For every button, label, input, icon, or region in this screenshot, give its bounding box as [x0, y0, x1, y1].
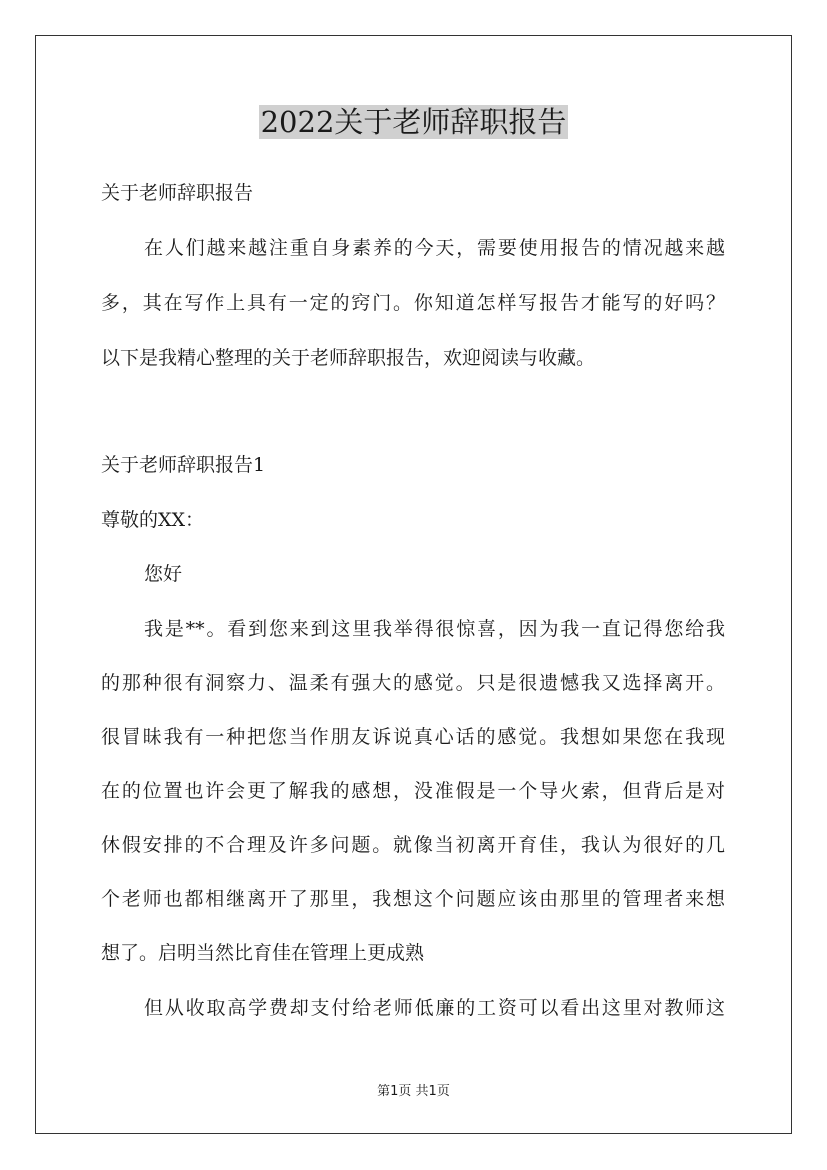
intro-line-1: 在人们越来越注重自身素养的今天，需要使用报告的情况越来越	[144, 237, 725, 259]
body-line-1: 我是**。看到您来到这里我举得很惊喜，因为我一直记得您给我	[144, 618, 725, 640]
body-line-3: 很冒昧我有一种把您当作朋友诉说真心话的感觉。我想如果您在我现	[101, 726, 725, 748]
body-line-5: 休假安排的不合理及许多问题。就像当初离开育佳，我认为很好的几	[101, 834, 725, 856]
body-line-4: 在的位置也许会更了解我的感想，没准假是一个导火索，但背后是对	[101, 780, 725, 802]
subtitle-line: 关于老师辞职报告	[101, 182, 254, 204]
greeting: 您好	[144, 563, 183, 585]
document-title	[0, 102, 827, 142]
intro-line-3: 以下是我精心整理的关于老师辞职报告，欢迎阅读与收藏。	[101, 347, 596, 369]
intro-line-2: 多，其在写作上具有一定的窍门。你知道怎样写报告才能写的好吗？	[101, 292, 725, 314]
body-line-6: 个老师也都相继离开了那里，我想这个问题应该由那里的管理者来想	[101, 888, 725, 910]
section-heading: 关于老师辞职报告1	[101, 454, 266, 476]
body-line-8: 但从收取高学费却支付给老师低廉的工资可以看出这里对教师这	[144, 997, 725, 1019]
document-title-text: 2022关于老师辞职报告	[260, 105, 567, 139]
body-line-2: 的那种很有洞察力、温柔有强大的感觉。只是很遗憾我又选择离开。	[101, 672, 725, 694]
body-line-7: 想了。启明当然比育佳在管理上更成熟	[101, 942, 425, 964]
page-footer: 第1页 共1页	[377, 1084, 450, 1099]
salutation: 尊敬的XX：	[101, 509, 205, 531]
